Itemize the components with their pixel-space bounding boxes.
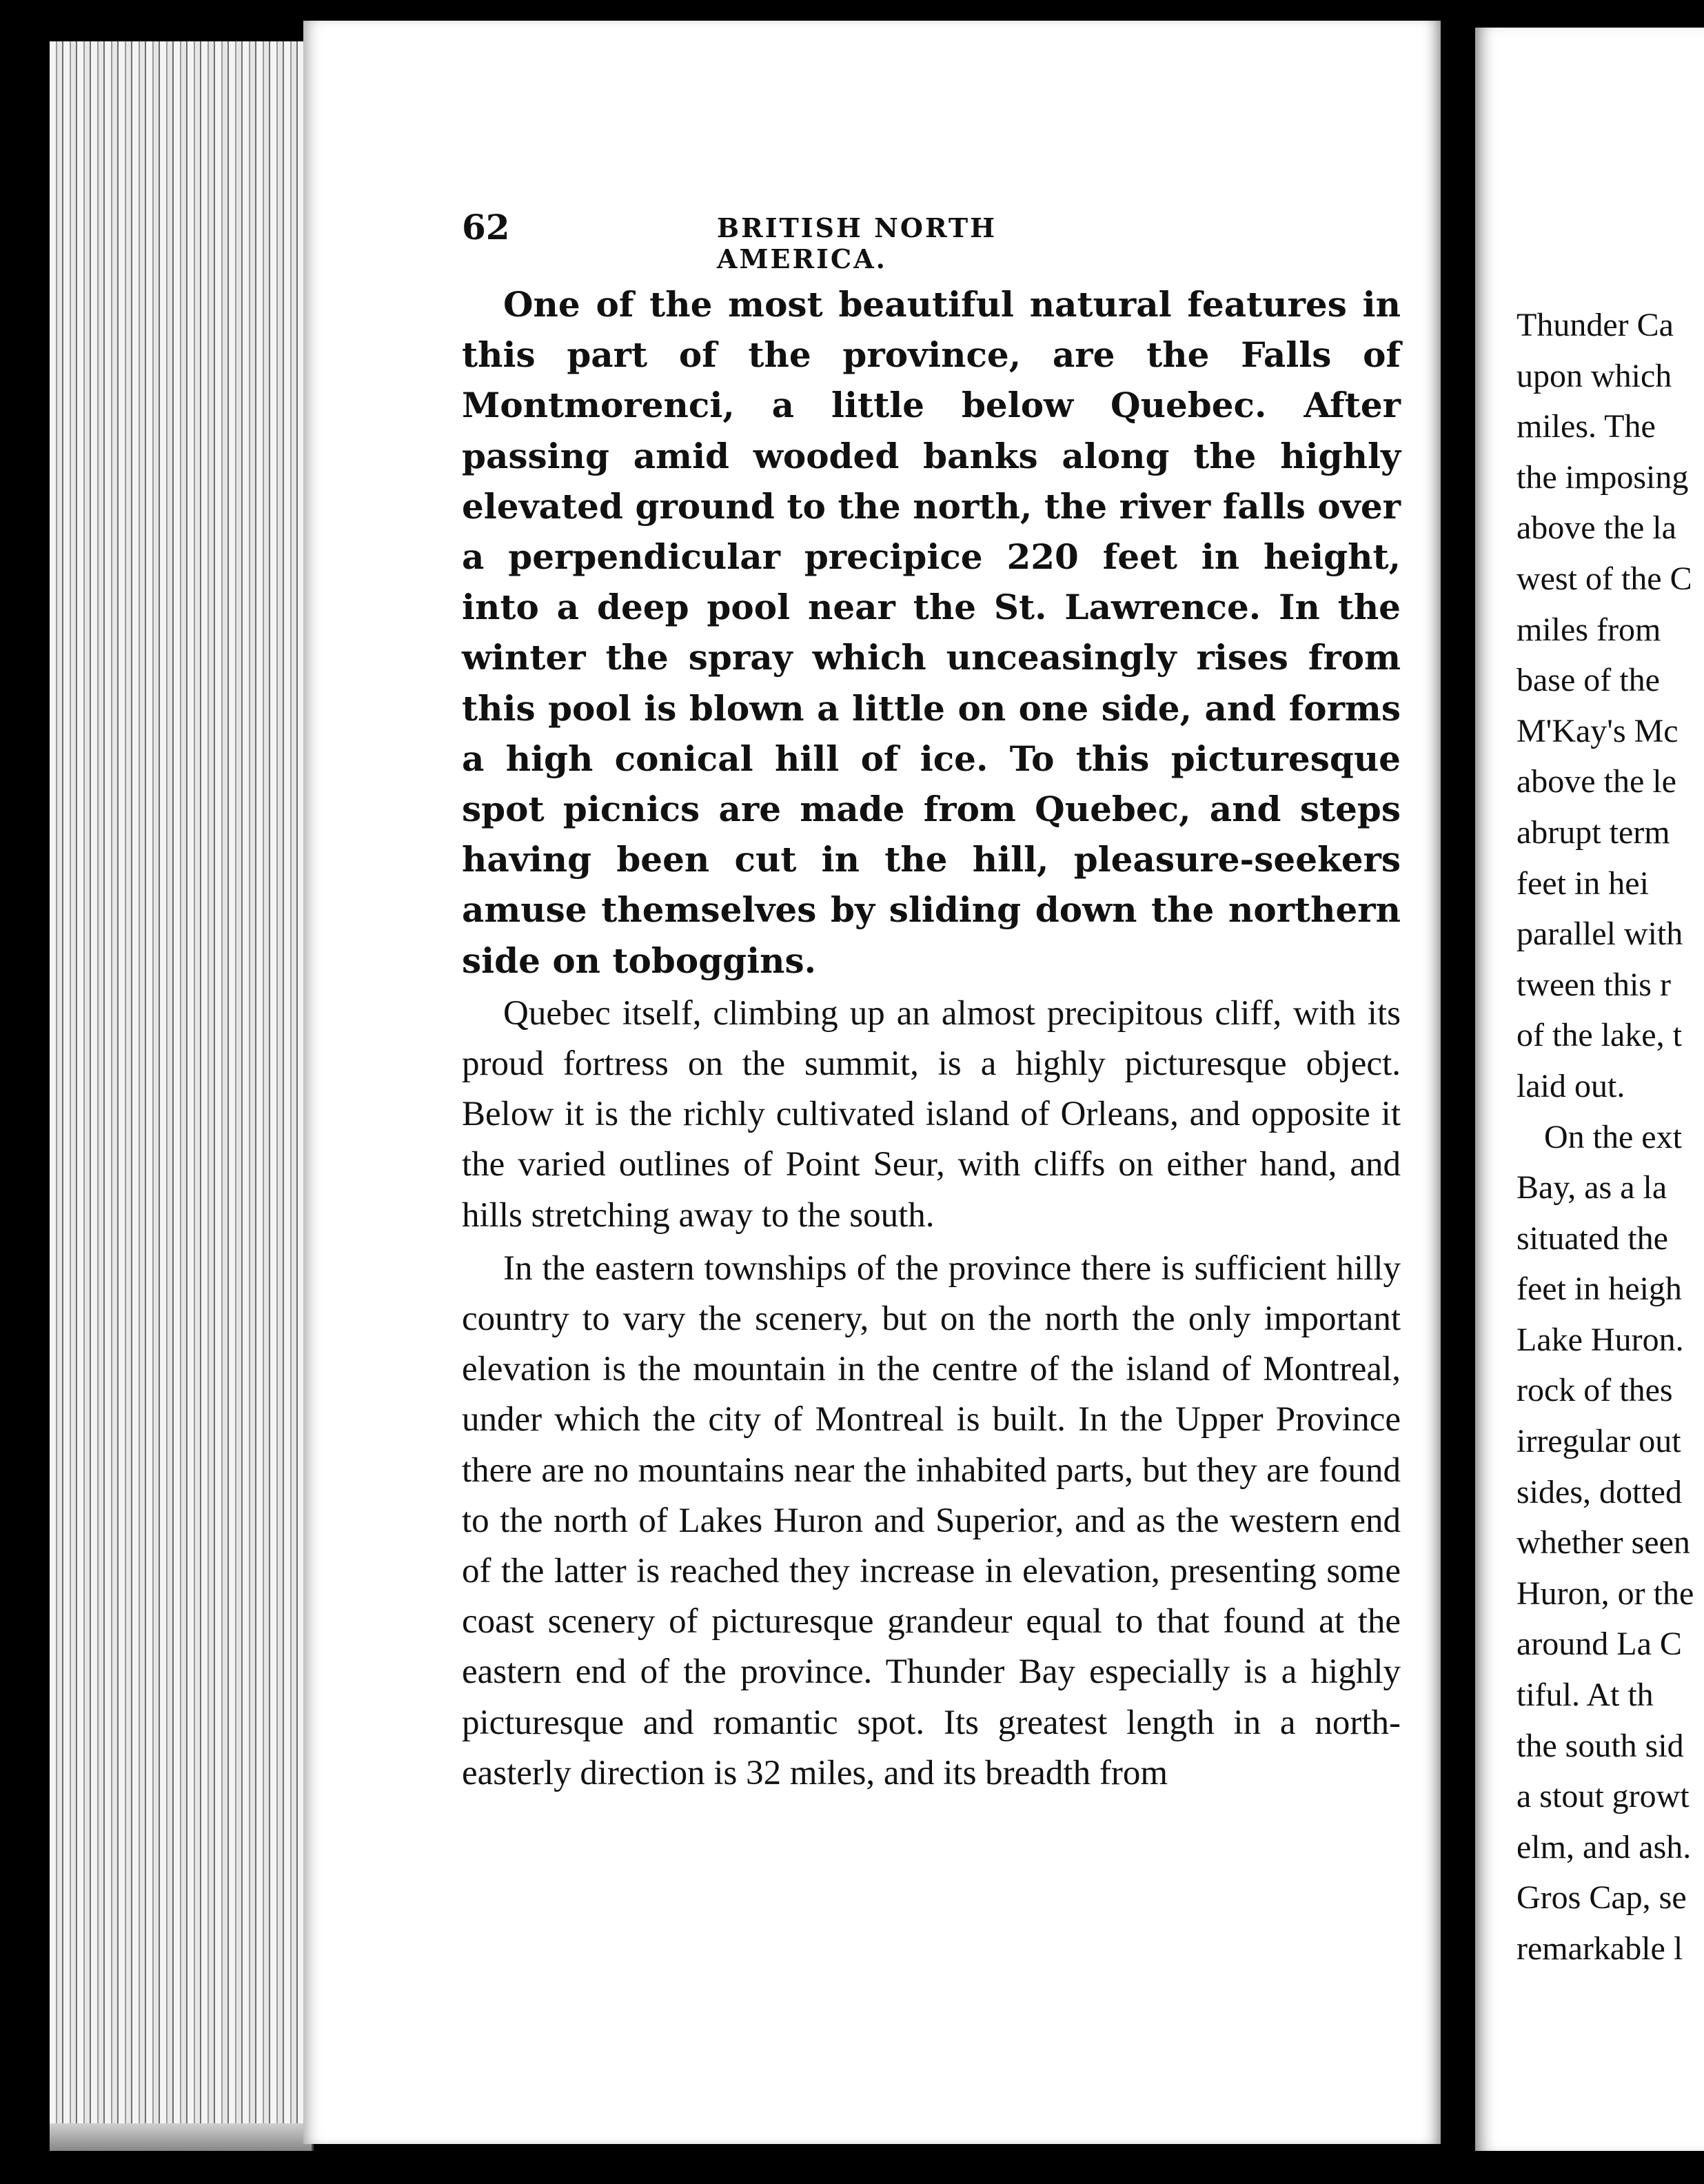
facing-line: above the la — [1517, 509, 1676, 547]
facing-line: miles from — [1517, 611, 1661, 648]
facing-line: Huron, or the — [1517, 1575, 1694, 1612]
facing-page — [1475, 28, 1704, 2151]
facing-line: Lake Huron. — [1517, 1321, 1684, 1358]
facing-line: On the ext — [1544, 1118, 1682, 1155]
facing-page-text — [1517, 300, 1704, 1974]
facing-line: miles. The — [1517, 408, 1656, 445]
facing-line: remarkable l — [1517, 1930, 1683, 1967]
body-text — [462, 279, 1401, 1801]
facing-line: base of the — [1517, 662, 1660, 699]
page-header — [462, 207, 1165, 274]
facing-line: a stout growt — [1517, 1778, 1690, 1815]
page-number: 62 — [462, 207, 510, 247]
paragraph-eastern-townships: In the eastern townships of the province there is sufficient hilly country to vary the scenery, but on the north the only important elevation is the mountain in the centre of the island of Montreal, under which the city of Montreal is built. In the Upper Province there are no mountains near the inhabited parts, but they are found to the north of Lakes Huron and Superior, and as the western end of the latter is reached they increase in elevation, presenting some coast scenery of picturesque grandeur equal to that found at the eastern end of the province. Thunder Bay especially is a highly picturesque and romantic spot. Its greatest length in a north-easterly direction is 32 miles, and its breadth from — [462, 1248, 1401, 1792]
facing-line: feet in heigh — [1517, 1271, 1682, 1308]
facing-line: tiful. At th — [1517, 1677, 1654, 1714]
paragraph-montmorenci: One of the most beautiful natural features in this part of the province, are the Falls of Montmorenci, a little below Quebec. After passing amid wooded banks along the highly elevated ground to the north, the river falls over a perpendicular precipice 220 feet in height, into a deep pool near the St. Lawrence. In the winter the spray which unceasingly rises from this pool is blown a little on one side, and forms a high conical hill of ice. To this picturesque spot picnics are made from Quebec, and steps having been cut in the hill, pleasure-seekers amuse themselves by sliding down the northern side on toboggins. — [462, 284, 1401, 981]
paragraph-quebec: Quebec itself, climbing up an almost precipitous cliff, with its proud fortress on the summit, is a highly picturesque object. Below it is the richly cultivated island of Orleans, and opposite it the varied outlines of Point Seur, with cliffs on either hand, and hills stretching away to the south. — [462, 993, 1401, 1235]
facing-line: the south sid — [1517, 1727, 1684, 1764]
facing-line: irregular out — [1517, 1423, 1681, 1460]
facing-line: Gros Cap, se — [1517, 1879, 1687, 1917]
book-page-edges — [50, 41, 314, 2151]
facing-line: whether seen — [1517, 1524, 1690, 1561]
facing-line: Thunder Ca — [1517, 307, 1674, 343]
facing-line: the imposing — [1517, 458, 1689, 496]
facing-line: elm, and ash. — [1517, 1828, 1692, 1866]
facing-line: sides, dotted — [1517, 1473, 1682, 1510]
facing-line: abrupt term — [1517, 813, 1670, 851]
facing-line: M'Kay's Mc — [1517, 712, 1678, 749]
facing-line: upon which — [1517, 357, 1672, 394]
facing-line: around La C — [1517, 1626, 1682, 1663]
running-title: BRITISH NORTH AMERICA. — [717, 212, 997, 274]
facing-line: parallel with — [1517, 916, 1683, 953]
facing-line: feet in hei — [1517, 865, 1649, 902]
facing-line: situated the — [1517, 1220, 1668, 1257]
facing-line: of the lake, t — [1517, 1017, 1682, 1054]
facing-line: tween this r — [1517, 966, 1671, 1003]
facing-line: west of the C — [1517, 560, 1692, 597]
facing-line: Bay, as a la — [1517, 1169, 1667, 1206]
facing-line: above the le — [1517, 763, 1676, 800]
facing-line: laid out. — [1517, 1067, 1625, 1104]
facing-line: rock of thes — [1517, 1372, 1673, 1409]
